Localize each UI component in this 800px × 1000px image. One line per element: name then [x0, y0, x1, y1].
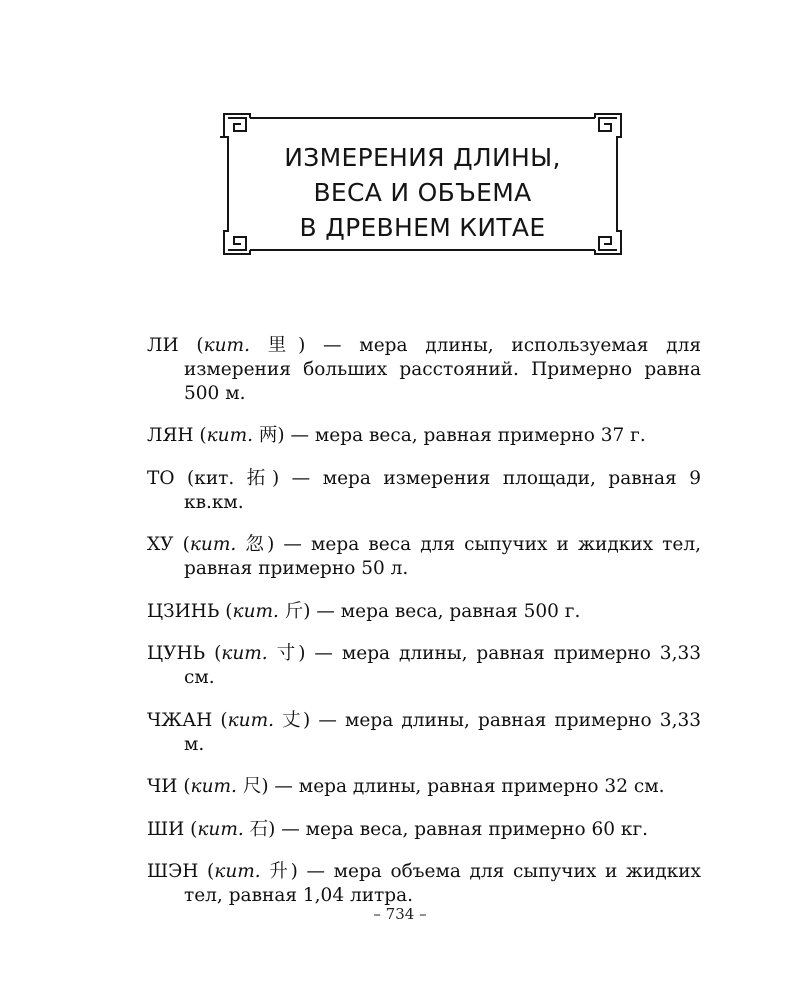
glossary-entry: ЦЗИНЬ (кит. 斤) — мера веса, равная 500 г.	[147, 600, 581, 622]
glossary-entry: ЦУНЬ (кит. 寸) — мера длины, равная примерно 3,33 см.	[147, 643, 701, 688]
glossary-entry: ЧЖАН (кит. 丈) — мера длины, равная примерно 3,33 м.	[147, 709, 701, 755]
page-number: – 734 –	[373, 905, 427, 923]
glossary-entry: ХУ (кит. 忽) — мера веса для сыпучих и жидких тел, равная примерно 50 л.	[147, 534, 701, 579]
glossary-entry: ЛИ (кит. 里) — мера длины, используемая для измерения больших расстояний. Примерно равна 500 м.	[147, 334, 701, 404]
glossary-entry: ТО (кит. 拓) — мера измерения площади, равная 9 кв.км.	[147, 467, 701, 513]
glossary-entry: ШИ (кит. 石) — мера веса, равная примерно 60 кг.	[147, 818, 649, 840]
page-title	[220, 140, 625, 245]
glossary-list	[147, 315, 701, 923]
title-line-3: В ДРЕВНЕМ КИТАЕ	[299, 213, 546, 242]
glossary-entry: ЧИ (кит. 尺) — мера длины, равная примерно 32 см.	[147, 776, 665, 797]
title-frame	[220, 113, 625, 255]
glossary-entry: ЛЯН (кит. 两) — мера веса, равная примерно 37 г.	[147, 425, 646, 446]
glossary-entry: ШЭН (кит. 升) — мера объема для сыпучих и жидких тел, равная 1,04 литра.	[147, 861, 701, 906]
title-line-1: ИЗМЕРЕНИЯ ДЛИНЫ,	[284, 143, 561, 172]
title-line-2: ВЕСА И ОБЪЕМА	[313, 178, 532, 207]
